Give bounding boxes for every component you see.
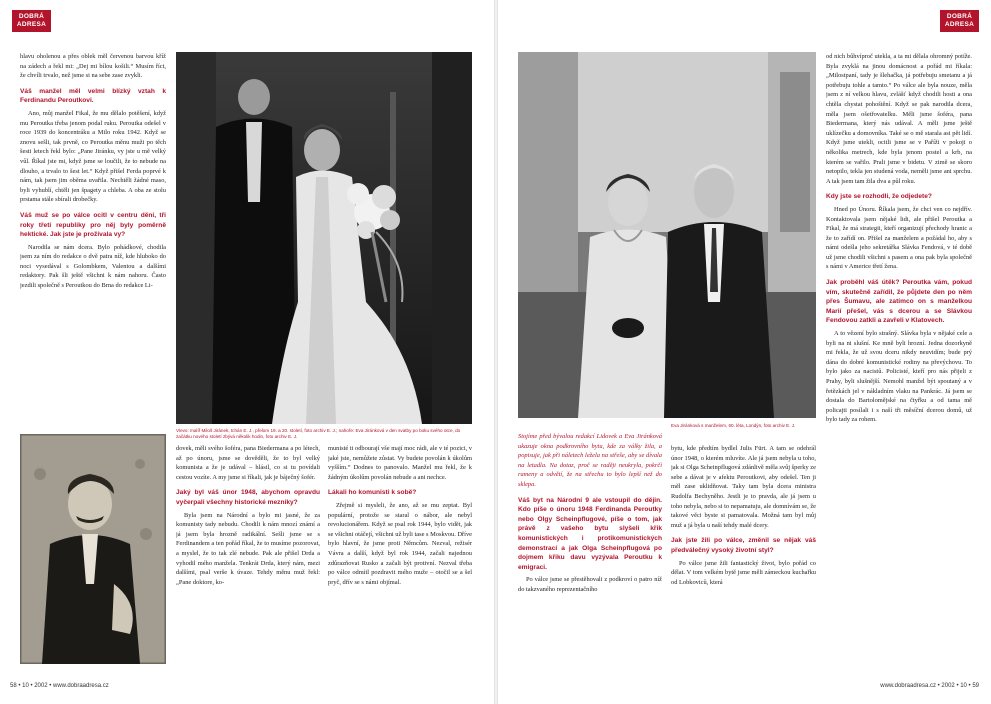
portrait-photo-image xyxy=(20,434,166,664)
photo-caption-wedding: Vlevo: malíř Miloš Jiránek, tchán E. J., přelom 19. a 20. století, foto archiv E. J.; nahoře: Eva Jiránková v den svatby po boku svého otce, do začátku nového století zbývá několik hodin, foto archiv E. J. xyxy=(176,428,461,439)
couple-photo-image xyxy=(518,52,816,418)
paragraph: Po válce jsme žili fantastický život, bylo pořád co dělat. V tom velkém bytě jsme měli zámeckou kuchařku od Lobkoviců, která xyxy=(671,559,816,586)
interview-question: Jaký byl váš únor 1948, abychom opravdu vyčerpali všechny historické mezníky? xyxy=(176,489,320,506)
paragraph: bytu, kde předtím bydlel Julis Fürt. A tam se odehrál únor 1948, o kterém mluvíte. Ale já jsem nebyla u toho, jak si Olga Scheinpflugová zdánlivě měla svůj šperky ze sebe a dávat je v afektu Peroutkovi, aby odešel. Ten ji měl zase uklidňovat. Taky tam byla dcera ministra Rudolfa Bechyněho. Jestli je to pravda, ale já jsem u toho nebyla, nebo si to nepamatuju, ale domnívám se, že takové věci byste si pamatovala. Možná tam byl můj muž a já byla u naší tehdy malé dcery. xyxy=(671,445,816,529)
interview-question: Váš muž se po válce ocitl v centru dění, tři roky třetí republiky pro něj byly poměrně hektické. Jak jste je prožívala vy? xyxy=(20,211,166,239)
brand-logo-right xyxy=(940,10,979,32)
photo-caption-couple: Eva Jiránková s manželem, 60. léta, Londýn, foto archiv E. J. xyxy=(671,423,796,428)
interview-question: Lákali ho komunisti k sobě? xyxy=(328,489,417,497)
paragraph: munisté ti odbourají vše mají moc rádi, ale v té pozici, v jaké jste, nemůžete zůstat. Vy budete povolán k úkolům vyšším.“ Dodnes to panovalo. Manžel mu řekl, že k žádným úkolům povolán nebude a ani nechce. xyxy=(328,445,472,481)
page-footer-left: 58 • 10 • 2002 • www.dobraadresa.cz xyxy=(10,683,109,689)
brand-logo-left xyxy=(12,10,51,32)
paragraph: Zřejmě si mysleli, že ano, až se mu zeptat. Byl populární, protože se staral o nábor, ale nebyl revolucionářem. Když se psal rok 1944, bylo vidět, jak se všichni otáčejí, všichni už byli tase s Moskvou. Dříve bylo hlavní, že jsme proti Němcům. Nezval, režisér Vávra a další, když byl rok 1944, začali najednou zdůrazňovat Rusko a začali být protivní. Nezval třeba po válce odmítl pozdravit mého muže – otočil se a šel pryč, dřív se s námi objímal. xyxy=(328,501,472,586)
paragraph: od nich bůhvíproč utekla, a ta mi dělala ohromný potíže. Byla zvyklá na jinou domácnost a pořád mi říkala: „Milostpaní, tady je šlehačka, já potřebuju smetanu a já potřebuju tohle a tamto.“ Po válce ale byla nouze, měla jsem z ní velkou hlavu, zvlášť když chodili hosti a ona chtěla chystat pohoštění. Když se pak narodila dcera, měla jsem ošetřovatelku. Měli jsme šoféra, pana Biedermana, který nás udával. A měli jsme ještě uklízečku a domovníka. Také se o mě starala asi pět lidí. Když jsme utekli, ocitli jsme se v Paříži v pokoji o několika metrech, kde byla jenom postel a krb, na kterém se vařilo. Prali jsme v bidetu. V zimě se skoro netopilo, tekla jen studená voda, neměli jsme ani sprchu. A tak jsem tam žila dva a půl roku. xyxy=(826,53,972,185)
article-column-1 xyxy=(20,52,166,428)
interview-question: Váš byt na Národní 9 ale vstoupil do dějin. Kdo píše o únoru 1948 Ferdinanda Peroutky nebo Olgy Scheinpflugové, píše o tom, jak právě z vašeho bytu slyšeli křik komunistických i protikomunistických demonstrací a jak Olga Scheinpflugová po dojmem křiku davu vyzývala Peroutku k emigraci. xyxy=(518,496,662,571)
interview-question: Jak proběhl váš útěk? Peroutka vám, pokud vím, skutečně zařídil, že půjdete den po něm přes Šumavu, ale zatímco on s manželkou Marií přešel, vás s dcerou a se Slávkou Fendovou zatkli a zavřeli v Klatovech. xyxy=(826,279,972,325)
paragraph: hlavu oholenou a přes oblek měl červenou barvou kříž na zádech a řekl mi: „Dej mi bílou košili.“ Musím říct, že chvíli trvalo, než jsme si na sebe zase zvykli. xyxy=(20,53,166,80)
brand-line1: DOBRÁ xyxy=(18,13,45,20)
article-column-3 xyxy=(328,444,472,666)
brand-line2: ADRESA xyxy=(944,20,975,28)
lead-paragraph: Stojíme před bývalou redakcí Lidovek a Eva Jiránková ukazuje okna podkrovního bytu, kde za války žila, a popisuje, jak při náletech ležela na střeše, aby se dívala na letadla. Na dotaz, proč se raději neukryla, pokrčí rameny a odvětí, že na střechu to bylo lepší než do sklepa. xyxy=(518,433,662,488)
paragraph: Narodila se nám dcera. Bylo pohádkové, chodila jsem za ním do redakce o dvě patra níž, kde hluboko do noci vysedával s Golombkem, Valentou a dalšími redaktory. Pak šli ještě všichni k nám nahoru. Často jezdili společně s Peroutkou do Brna do redakce Li- xyxy=(20,243,166,290)
paragraph: Byla jsem na Národní a bylo mi jasné, že za komunisty tady nebudu. Chodili k nám mnozí známí a já jsem byla hrozně radikální. Sešli jsme se s Ferdinandem a ten pořád říkal, že to musíme pozorovat, a myslel, že to tak zlé nebude. Pak ale přišel Drda a vyhodil mého manžela. Tenkrát Drda, který nám, mezi dalšími, psal verše k úvaze. Tehdy měnu muž řekl: „Pane doktore, ko- xyxy=(176,511,320,586)
paragraph: Hned po Únoru. Říkala jsem, že chci ven co nejdřív. Kontaktovala jsem nějaké lidi, ale přišel Peroutka a Fikal, že má strategii, kteří organizují přechody hranic a že to zařídí on. Přišel za manželem a požádal ho, aby s námi odešla jeho sekretářka Slávka Fendová, v té době už jsme chodili všichni s pasem a ona pak byla společně s námi v Americe třetí žena. xyxy=(826,205,972,271)
article-column-4 xyxy=(518,432,662,666)
paragraph: Po válce jsme se přestěhovali z podkroví o patro níž do takzvaného reprezentačního xyxy=(518,576,662,593)
page-footer-right: www.dobraadresa.cz • 2002 • 10 • 59 xyxy=(880,683,979,689)
paragraph: Ano, můj manžel Fikal, že mu dělalo potěšení, když mu Peroutka třeba jenom podal ruku. Peroutka odešel v roce 1939 do koncentráku a Milo roku 1942. Když se znovu sešli, tak prvně, co Peroutka měnu muži po těch šesti letech řekl bylo: „Pane Jiránku, vy jste u mě velký vůl. Říkal jste mi, když jsme se loučili, že to nebude na dlouho, a trvalo to šest let.“ Když přišel Ferda poprvé k nám, tak jsem jim oběma uvařila. Nechtěli žádné maso, byli vyhublí, chtěli jen špagety a chleba. A oba ze stolu prstama stále sbírali drobečky. xyxy=(20,109,166,204)
couple-photo xyxy=(518,52,816,418)
paragraph: dovek, měli svého šoféra, pana Biedermana a po létech, až po únoru, jsme se dověděli, že to byl velký komunista a že je udával – hlásil, co si tu povídali cestou vozíte. A my jsme si říkali, jak je báječný šofér. xyxy=(176,445,320,481)
article-column-5 xyxy=(671,444,816,666)
portrait-photo xyxy=(20,434,166,664)
interview-question: Kdy jste se rozhodli, že odjedete? xyxy=(826,193,932,201)
brand-line1: DOBRÁ xyxy=(946,13,973,20)
interview-question: Váš manžel měl velmi blízký vztah k Ferdinandu Peroutkovi. xyxy=(20,87,166,105)
article-column-2 xyxy=(176,444,320,666)
spread-gutter xyxy=(494,0,498,704)
wedding-photo-image xyxy=(176,52,472,424)
brand-line2: ADRESA xyxy=(16,20,47,28)
article-column-6 xyxy=(826,52,972,666)
paragraph: A to vězení bylo strašný. Slávka byla v nějaké cele a byli na ni slušní. Ke mně byli hrozní. Jedna dozorkyně mi řekla, že už svou dceru nikdy neuvidím; bude prý dána do dobré komunistické rodiny na převýchovu. To bylo jako za nacistů. Policisté, kteří pro nás přijeli z Prahy, byli slušnější. Nemohl manžel být spoutaný a v řetězkách jel v nákladním vlaku na Pankrác. Já jsem se dostala do Bartolomějské na čtyřku a od tama mě policajti posílali i s naší tři měsíční dcerou domů, už bylo tady za rohem. xyxy=(826,330,972,424)
wedding-photo xyxy=(176,52,472,424)
interview-question: Jak jste žili po válce, změnil se nějak váš předválečný vysoký životní styl? xyxy=(671,537,816,554)
